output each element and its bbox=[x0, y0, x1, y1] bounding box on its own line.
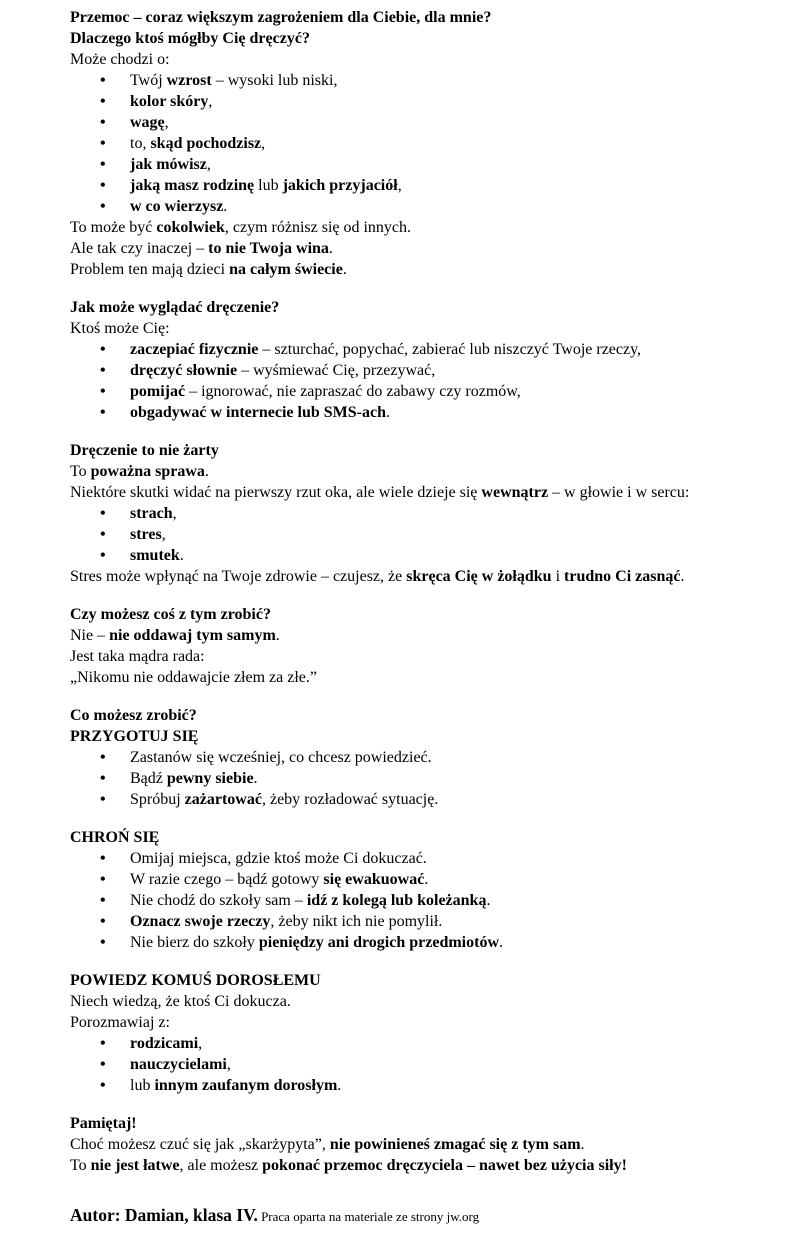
text-run: , czym różnisz się od innych. bbox=[224, 219, 412, 236]
list-item bbox=[130, 911, 801, 932]
bold-text: poważna sprawa bbox=[90, 463, 205, 480]
bold-text: stres bbox=[130, 526, 162, 543]
text-run: Może chodzi o: bbox=[70, 51, 170, 68]
text-run: – w głowie i w sercu: bbox=[548, 484, 690, 501]
text-run: Jest taka mądra rada: bbox=[70, 648, 205, 665]
list-item bbox=[130, 768, 801, 789]
text-run: – szturchać, popychać, zabierać lub niszczyć Twoje rzeczy, bbox=[258, 341, 642, 358]
text-run: To bbox=[70, 463, 91, 480]
bullet-list bbox=[70, 747, 801, 810]
text-run: – ignorować, nie zapraszać do zabawy czy rozmów, bbox=[185, 383, 521, 400]
section-heading bbox=[70, 440, 801, 461]
bold-text: pieniędzy ani drogich przedmiotów bbox=[258, 934, 500, 951]
list-item bbox=[130, 381, 801, 402]
text-run: . bbox=[253, 770, 258, 787]
bold-text: PRZYGOTUJ SIĘ bbox=[70, 728, 199, 745]
text-run: , bbox=[226, 1056, 231, 1073]
paragraph bbox=[70, 482, 801, 503]
bold-text: pomijać bbox=[130, 383, 186, 400]
text-run: . bbox=[499, 934, 504, 951]
text-run: Choć możesz czuć się jak „skarżypyta”, bbox=[70, 1136, 330, 1153]
bold-text: rodzicami bbox=[130, 1035, 199, 1052]
bold-text: trudno Ci zasnąć bbox=[564, 568, 681, 585]
text-run: , bbox=[164, 114, 169, 131]
bold-text: smutek bbox=[130, 547, 180, 564]
bold-text: obgadywać w internecie lub SMS-ach bbox=[130, 404, 386, 421]
bold-text: Przemoc – coraz większym zagrożeniem dla Ciebie, dla mnie? bbox=[70, 9, 492, 26]
text-run: Niektóre skutki widać na pierwszy rzut oka, ale wiele dzieje się bbox=[70, 484, 482, 501]
paragraph bbox=[70, 461, 801, 482]
bold-text: Czy możesz coś z tym zrobić? bbox=[70, 606, 271, 623]
bold-text: idź z kolegą lub koleżanką bbox=[306, 892, 487, 909]
paragraph bbox=[70, 217, 801, 238]
text-run: , żeby rozładować sytuację. bbox=[261, 791, 439, 808]
bullet-list bbox=[70, 339, 801, 423]
bold-text: strach bbox=[130, 505, 173, 522]
author-credit: Autor: Damian, klasa IV. bbox=[70, 1205, 258, 1225]
bullet-list bbox=[70, 1033, 801, 1096]
list-item bbox=[130, 890, 801, 911]
bold-text: Pamiętaj! bbox=[70, 1115, 137, 1132]
list-item bbox=[130, 112, 801, 133]
text-run: Nie bierz do szkoły bbox=[130, 934, 259, 951]
text-run: . bbox=[204, 463, 209, 480]
section-powiedz-doroslemu bbox=[70, 970, 801, 1096]
section-pamietaj bbox=[70, 1113, 801, 1176]
bullet-list bbox=[70, 848, 801, 953]
section-chron-sie bbox=[70, 827, 801, 953]
section-jak-moze-wygladac bbox=[70, 297, 801, 423]
bold-text: Dlaczego ktoś mógłby Cię dręczyć? bbox=[70, 30, 310, 47]
paragraph bbox=[70, 991, 801, 1012]
text-run: W razie czego – bądź gotowy bbox=[130, 871, 324, 888]
paragraph bbox=[70, 646, 801, 667]
bold-text: nie jest łatwe bbox=[90, 1157, 180, 1174]
text-run: „Nikomu nie oddawajcie złem za złe.” bbox=[70, 669, 317, 686]
source-note: Praca oparta na materiale ze strony jw.org bbox=[257, 1209, 480, 1224]
text-run: . bbox=[580, 1136, 585, 1153]
bullet-list bbox=[70, 70, 801, 217]
paragraph bbox=[70, 238, 801, 259]
text-run: , bbox=[206, 156, 211, 173]
text-run: lub bbox=[254, 177, 283, 194]
paragraph bbox=[70, 1012, 801, 1033]
text-run: Twój bbox=[130, 72, 167, 89]
text-run: , bbox=[198, 1035, 203, 1052]
list-item bbox=[130, 848, 801, 869]
bold-text: wewnątrz bbox=[481, 484, 549, 501]
bold-text: pewny siebie bbox=[166, 770, 254, 787]
text-run: . bbox=[342, 261, 347, 278]
text-run: Nie chodź do szkoły sam – bbox=[130, 892, 307, 909]
text-run: , bbox=[261, 135, 266, 152]
text-run: . bbox=[680, 568, 685, 585]
text-run: , bbox=[172, 505, 177, 522]
text-run: i bbox=[551, 568, 565, 585]
bold-text: jak mówisz bbox=[130, 156, 207, 173]
text-run: Ktoś może Cię: bbox=[70, 320, 170, 337]
bullet-list bbox=[70, 503, 801, 566]
text-run: . bbox=[424, 871, 429, 888]
text-run: . bbox=[337, 1077, 342, 1094]
text-run: to, bbox=[130, 135, 151, 152]
text-run: , żeby nikt ich nie pomylił. bbox=[270, 913, 443, 930]
section-heading bbox=[70, 28, 801, 49]
text-run: . bbox=[328, 240, 333, 257]
text-run: . bbox=[179, 547, 184, 564]
paragraph bbox=[70, 667, 801, 688]
text-run: – wysoki lub niski, bbox=[211, 72, 338, 89]
bold-text: zażartować bbox=[184, 791, 262, 808]
text-run: Porozmawiaj z: bbox=[70, 1014, 170, 1031]
paragraph bbox=[70, 625, 801, 646]
list-item bbox=[130, 1054, 801, 1075]
text-run: Bądź bbox=[130, 770, 167, 787]
list-item bbox=[130, 360, 801, 381]
text-run: Stres może wpłynąć na Twoje zdrowie – czujesz, że bbox=[70, 568, 407, 585]
section-czy-mozesz bbox=[70, 604, 801, 688]
bold-text: cokolwiek bbox=[156, 219, 225, 236]
list-item bbox=[130, 154, 801, 175]
section-nie-zarty bbox=[70, 440, 801, 587]
text-run: – wyśmiewać Cię, przezywać, bbox=[237, 362, 436, 379]
text-run: . bbox=[386, 404, 390, 421]
bold-text: wagę bbox=[130, 114, 165, 131]
text-run: Problem ten mają dzieci bbox=[70, 261, 230, 278]
text-run: . bbox=[275, 627, 280, 644]
list-item bbox=[130, 747, 801, 768]
bold-text: się ewakuować bbox=[323, 871, 425, 888]
bold-text: na całym świecie bbox=[229, 261, 343, 278]
paragraph bbox=[70, 1155, 801, 1176]
bold-text: CHROŃ SIĘ bbox=[70, 829, 160, 846]
document-footer bbox=[70, 1205, 801, 1227]
bold-text: w co wierzysz bbox=[130, 198, 224, 215]
section-heading bbox=[70, 726, 801, 747]
bold-text: nie oddawaj tym samym bbox=[109, 627, 276, 644]
text-run: , bbox=[397, 177, 402, 194]
text-run: , bbox=[208, 93, 213, 110]
bold-text: nie powinieneś zmagać się z tym sam bbox=[329, 1136, 581, 1153]
bold-text: nauczycielami bbox=[130, 1056, 227, 1073]
bold-text: to nie Twoja wina bbox=[208, 240, 329, 257]
text-run: . bbox=[223, 198, 228, 215]
section-heading bbox=[70, 705, 801, 726]
list-item bbox=[130, 339, 801, 360]
text-run: , bbox=[161, 526, 166, 543]
paragraph bbox=[70, 1134, 801, 1155]
text-run: Ale tak czy inaczej – bbox=[70, 240, 209, 257]
list-item bbox=[130, 196, 801, 217]
text-run: To bbox=[70, 1157, 91, 1174]
text-run: To może być bbox=[70, 219, 157, 236]
bold-text: dręczyć słownie bbox=[130, 362, 238, 379]
text-run: Omijaj miejsca, gdzie ktoś może Ci dokuczać. bbox=[130, 850, 427, 867]
list-item bbox=[130, 133, 801, 154]
section-heading bbox=[70, 297, 801, 318]
section-heading bbox=[70, 7, 801, 28]
list-item bbox=[130, 70, 801, 91]
document-body bbox=[70, 7, 801, 1176]
bold-text: skręca Cię w żołądku bbox=[406, 568, 552, 585]
section-przygotuj-sie bbox=[70, 705, 801, 810]
section-intro bbox=[70, 7, 801, 280]
bold-text: Jak może wyglądać dręczenie? bbox=[70, 299, 280, 316]
bold-text: jakich przyjaciół bbox=[282, 177, 398, 194]
paragraph bbox=[70, 49, 801, 70]
paragraph bbox=[70, 318, 801, 339]
bold-text: zaczepiać fizycznie bbox=[130, 341, 259, 358]
bold-text: wzrost bbox=[166, 72, 212, 89]
list-item bbox=[130, 402, 801, 423]
section-heading bbox=[70, 1113, 801, 1134]
text-run: lub bbox=[130, 1077, 155, 1094]
text-run: Niech wiedzą, że ktoś Ci dokucza. bbox=[70, 993, 291, 1010]
bold-text: kolor skóry bbox=[130, 93, 209, 110]
bold-text: POWIEDZ KOMUŚ DOROSŁEMU bbox=[70, 972, 321, 989]
list-item bbox=[130, 175, 801, 196]
bold-text: pokonać przemoc dręczyciela – nawet bez użycia siły! bbox=[262, 1157, 627, 1174]
bold-text: jaką masz rodzinę bbox=[130, 177, 255, 194]
list-item bbox=[130, 789, 801, 810]
text-run: Zastanów się wcześniej, co chcesz powiedzieć. bbox=[130, 749, 432, 766]
paragraph bbox=[70, 259, 801, 280]
list-item bbox=[130, 503, 801, 524]
list-item bbox=[130, 932, 801, 953]
paragraph bbox=[70, 566, 801, 587]
bold-text: Oznacz swoje rzeczy bbox=[130, 913, 271, 930]
bold-text: Dręczenie to nie żarty bbox=[70, 442, 219, 459]
list-item bbox=[130, 545, 801, 566]
section-heading bbox=[70, 827, 801, 848]
text-run: Spróbuj bbox=[130, 791, 185, 808]
list-item bbox=[130, 1033, 801, 1054]
section-heading bbox=[70, 604, 801, 625]
list-item bbox=[130, 91, 801, 112]
text-run: , ale możesz bbox=[179, 1157, 263, 1174]
text-run: . bbox=[486, 892, 491, 909]
text-run: Nie – bbox=[70, 627, 110, 644]
list-item bbox=[130, 869, 801, 890]
bold-text: innym zaufanym dorosłym bbox=[154, 1077, 338, 1094]
section-heading bbox=[70, 970, 801, 991]
bold-text: skąd pochodzisz bbox=[150, 135, 262, 152]
bold-text: Co możesz zrobić? bbox=[70, 707, 197, 724]
list-item bbox=[130, 524, 801, 545]
list-item bbox=[130, 1075, 801, 1096]
